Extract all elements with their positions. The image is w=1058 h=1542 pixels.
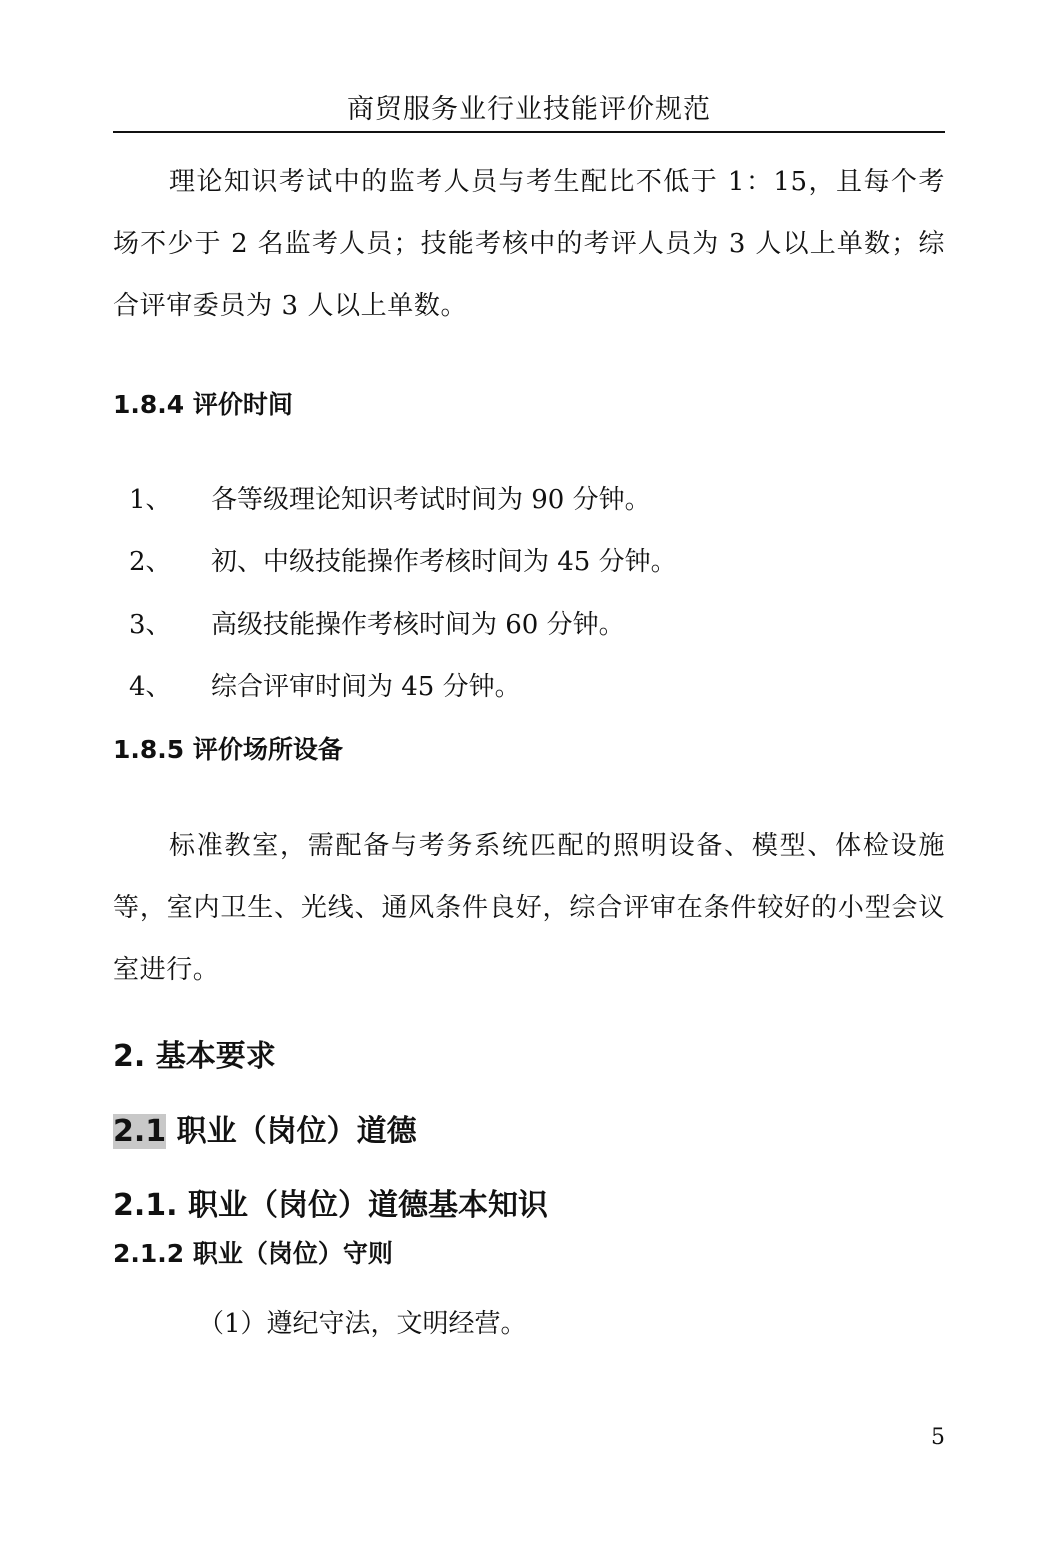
page-number: 5 — [931, 1425, 945, 1450]
section-heading-2-1-text: 职业（岗位）道德 — [166, 1114, 417, 1149]
list-item-text: 初、中级技能操作考核时间为 45 分钟。 — [211, 547, 677, 577]
chapter-heading-2: 2. 基本要求 — [113, 1039, 276, 1074]
section-heading-2-1-2: 2.1.2 职业（岗位）守则 — [113, 1239, 393, 1268]
paragraph-venue: 标准教室，需配备与考务系统匹配的照明设备、模型、体检设施等，室内卫生、光线、通风条件良好，综合评审在条件较好的小型会议室进行。 — [113, 831, 945, 985]
section-heading-2-1-1: 2.1. 职业（岗位）道德基本知识 — [113, 1188, 548, 1223]
section-heading-1-8-5: 1.8.5 评价场所设备 — [113, 735, 343, 764]
running-header-title: 商贸服务业行业技能评价规范 — [347, 94, 711, 125]
paragraph-proctor-ratio: 理论知识考试中的监考人员与考生配比不低于 1：15，且每个考场不少于 2 名监考人员；技能考核中的考评人员为 3 人以上单数；综合评审委员为 3 人以上单数。 — [113, 167, 945, 321]
section-heading-1-8-4: 1.8.4 评价时间 — [113, 390, 293, 419]
header-divider — [113, 131, 945, 133]
list-item-number: 1、 — [129, 485, 172, 515]
section-heading-2-1 — [113, 1112, 417, 1152]
list-item-number: 3、 — [129, 610, 172, 640]
list-item-number: 2、 — [129, 547, 172, 577]
list-item-text: 高级技能操作考核时间为 60 分钟。 — [211, 610, 625, 640]
list-item-text: 综合评审时间为 45 分钟。 — [211, 672, 521, 702]
rule-item: （1）遵纪守法，文明经营。 — [198, 1309, 527, 1339]
list-item-text: 各等级理论知识考试时间为 90 分钟。 — [211, 485, 651, 515]
highlighted-section-number: 2.1 — [113, 1114, 167, 1149]
list-item-number: 4、 — [129, 672, 172, 702]
